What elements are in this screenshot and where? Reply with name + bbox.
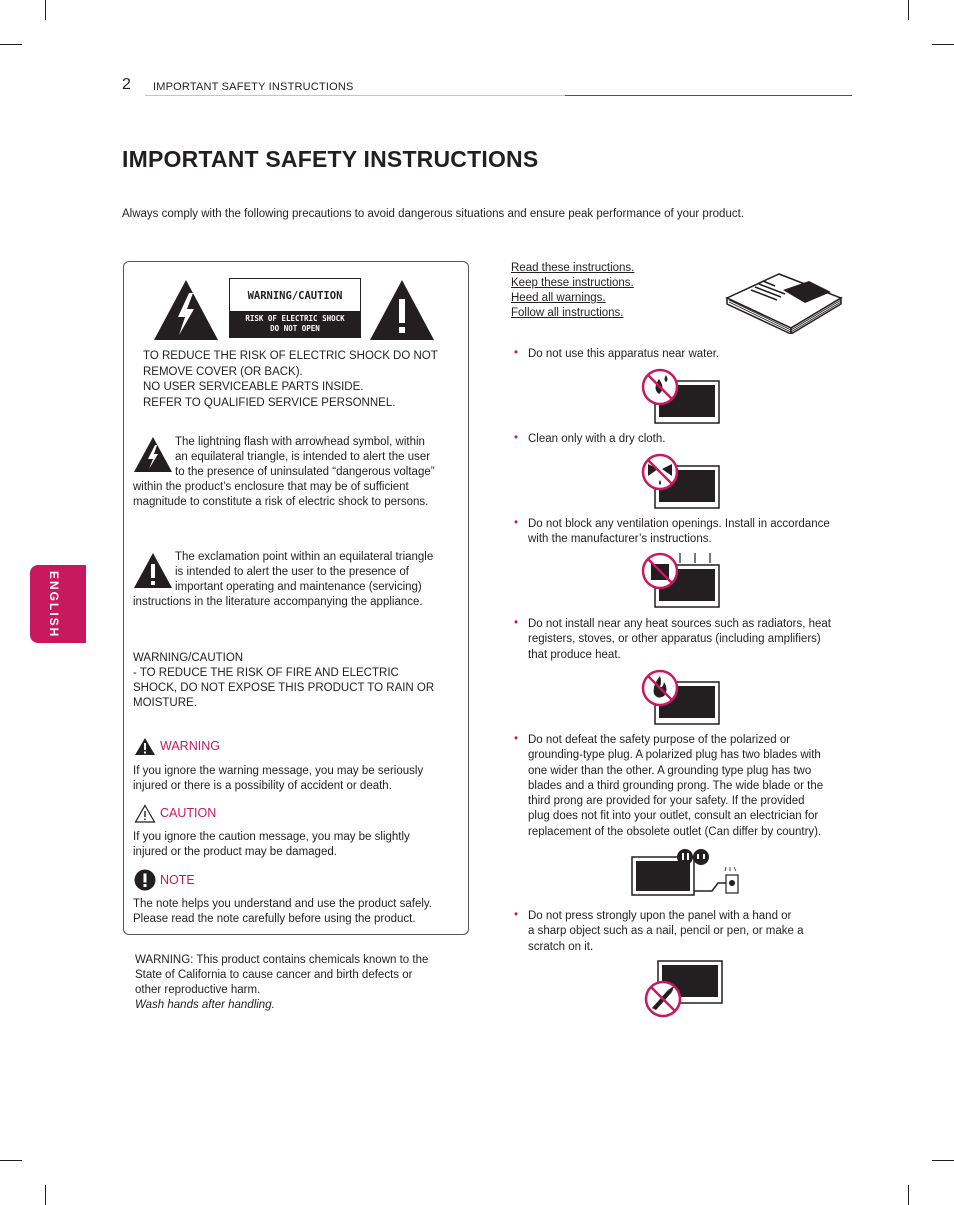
rain-warning xyxy=(133,651,434,711)
bullet-marker: • xyxy=(514,733,519,745)
bullet-marker: • xyxy=(514,617,519,629)
lightning-explanation-cont xyxy=(133,480,428,510)
text-line: Do not defeat the safety purpose of the polarized or xyxy=(528,734,791,746)
text-line: Clean only with a dry cloth. xyxy=(528,433,666,445)
text-line: registers, stoves, or other apparatus (including amplifiers) xyxy=(528,633,821,646)
bullet-marker: • xyxy=(514,347,519,359)
page-number: 2 xyxy=(122,76,131,93)
text-line: with the manufacturer’s instructions. xyxy=(528,533,712,546)
caution-label: CAUTION xyxy=(160,806,217,820)
language-tab xyxy=(30,565,86,643)
text-line: If you ignore the warning message, you may be seriously xyxy=(133,765,424,777)
text-line: blades and a third grounding prong. The wide blade or the xyxy=(528,779,824,792)
bullet-marker: • xyxy=(514,432,519,444)
text-line: The exclamation point within an equilateral triangle xyxy=(175,551,434,563)
crop-mark xyxy=(932,1160,954,1161)
ca-warning-italic: Wash hands after handling. xyxy=(135,999,275,1011)
crop-mark xyxy=(908,0,909,20)
text-line: The note helps you understand and use the product safely. xyxy=(133,898,432,910)
warning-icon xyxy=(134,737,156,756)
text-line: If you ignore the caution message, you may be slightly xyxy=(133,831,410,843)
crop-mark xyxy=(0,44,22,45)
text-line xyxy=(135,953,428,968)
text-line: Follow all instructions. xyxy=(511,307,624,319)
text-line: magnitude to constitute a risk of electric shock to persons. xyxy=(133,496,429,508)
text-line: The lightning flash with arrowhead symbol, within xyxy=(175,436,425,448)
warning-label: WARNING xyxy=(160,739,220,753)
shock-label-top: WARNING/CAUTION xyxy=(230,279,360,311)
text-line: Do not press strongly upon the panel with a hand or xyxy=(528,910,792,922)
caution-icon xyxy=(134,804,156,823)
text-line: REFER TO QUALIFIED SERVICE PERSONNEL. xyxy=(143,396,396,409)
tv-no-blocking-icon xyxy=(640,551,722,609)
exclamation-triangle-icon xyxy=(133,552,173,589)
text-line: Keep these instructions. xyxy=(511,277,634,289)
text-line: within the product’s enclosure that may be of sufficient xyxy=(133,481,409,493)
text-line: Do not install near any heat sources such as radiators, heat xyxy=(528,618,832,630)
text-line: Heed all warnings. xyxy=(511,292,606,304)
tv-plug-icon xyxy=(630,845,745,897)
text-line: Do not block any ventilation openings. Install in accordance xyxy=(528,518,830,530)
lightning-explanation xyxy=(175,435,435,480)
shock-label-line-1: RISK OF ELECTRIC SHOCK xyxy=(245,314,345,323)
shock-label-bottom xyxy=(230,311,360,337)
shock-label-line-2: DO NOT OPEN xyxy=(270,324,320,333)
text-line: plug does not fit into your outlet, consult an electrician for xyxy=(528,810,819,823)
text-line: to the presence of uninsulated “dangerous voltage” xyxy=(175,466,435,478)
exclamation-explanation-cont xyxy=(133,595,423,610)
ca-warning-rest: : This product contains chemicals known to the xyxy=(190,954,429,966)
bullet-text xyxy=(528,432,853,447)
text-line: Do not use this apparatus near water. xyxy=(528,348,720,360)
text-line: instructions in the literature accompanying the appliance. xyxy=(133,596,423,608)
text-line: REMOVE COVER (OR BACK). xyxy=(143,365,303,378)
text-line: other reproductive harm. xyxy=(135,984,261,996)
exclamation-explanation xyxy=(175,550,433,595)
manual-book-icon xyxy=(725,268,843,334)
crop-mark xyxy=(932,44,954,45)
text-line: one wider than the other. A grounding type plug has two xyxy=(528,764,812,777)
text-line: is intended to alert the user to the presence of xyxy=(175,566,409,578)
text-line: that produce heat. xyxy=(528,648,621,661)
bullet-text xyxy=(528,517,853,548)
tv-no-press-icon xyxy=(642,958,724,1018)
warning-text xyxy=(133,764,423,794)
lightning-triangle-icon xyxy=(153,279,219,341)
text-line: replacement of the obsolete outlet (Can differ by country). xyxy=(528,825,822,838)
text-line: scratch on it. xyxy=(528,940,594,953)
bullet-text xyxy=(528,617,853,663)
bullet-marker: • xyxy=(514,517,519,529)
tv-no-heat-icon xyxy=(640,668,722,726)
text-line: an equilateral triangle, is intended to alert the user xyxy=(175,451,431,463)
crop-mark xyxy=(45,1185,46,1205)
crop-mark xyxy=(45,0,46,20)
text-line: a sharp object such as a nail, pencil or pen, or make a xyxy=(528,925,804,938)
shock-warning-label xyxy=(229,278,361,338)
text-line: - TO REDUCE THE RISK OF FIRE AND ELECTRIC xyxy=(133,667,399,679)
page-title: IMPORTANT SAFETY INSTRUCTIONS xyxy=(122,146,539,172)
text-line: State of California to cause cancer and birth defects or xyxy=(135,969,413,981)
california-warning xyxy=(135,953,428,1013)
text-line: third prong are provided for your safety. If the provided xyxy=(528,795,805,808)
text-line: grounding-type plug. A polarized plug has two blades with xyxy=(528,749,821,762)
text-line: TO REDUCE THE RISK OF ELECTRIC SHOCK DO NOT xyxy=(143,350,438,362)
text-line: MOISTURE. xyxy=(133,697,197,709)
read-instructions-list xyxy=(511,261,634,321)
rain-warning-heading: WARNING/CAUTION xyxy=(133,652,244,664)
note-icon xyxy=(134,869,156,891)
text-line: injured or there is a possibility of accident or death. xyxy=(133,780,392,792)
exclamation-triangle-icon xyxy=(369,279,435,341)
bullet-text xyxy=(528,347,853,362)
crop-mark xyxy=(908,1185,909,1205)
ca-warning-label: WARNING xyxy=(135,954,191,966)
bullet-marker: • xyxy=(514,909,519,921)
note-label: NOTE xyxy=(160,873,195,887)
text-line: NO USER SERVICEABLE PARTS INSIDE. xyxy=(143,381,364,393)
running-header: IMPORTANT SAFETY INSTRUCTIONS xyxy=(153,81,354,93)
text-line: injured or the product may be damaged. xyxy=(133,846,337,858)
lightning-triangle-icon xyxy=(133,436,173,473)
bullet-text xyxy=(528,733,853,840)
crop-mark xyxy=(0,1160,22,1161)
language-tab-label: ENGLISH xyxy=(47,571,61,639)
caution-text xyxy=(133,830,410,860)
text-line: SHOCK, DO NOT EXPOSE THIS PRODUCT TO RAIN OR xyxy=(133,682,435,694)
text-line: important operating and maintenance (servicing) xyxy=(175,581,422,593)
tv-no-spray-icon xyxy=(640,452,722,510)
intro-text: Always comply with the following precautions to avoid dangerous situations and ensure peak performance of your product. xyxy=(122,208,744,220)
bullet-text xyxy=(528,909,853,955)
shock-warning-text xyxy=(143,349,438,411)
text-line: Please read the note carefully before using the product. xyxy=(133,913,416,925)
note-text xyxy=(133,897,432,927)
tv-no-water-icon xyxy=(640,367,722,425)
header-rule-accent xyxy=(565,95,852,96)
text-line: Read these instructions. xyxy=(511,262,635,274)
